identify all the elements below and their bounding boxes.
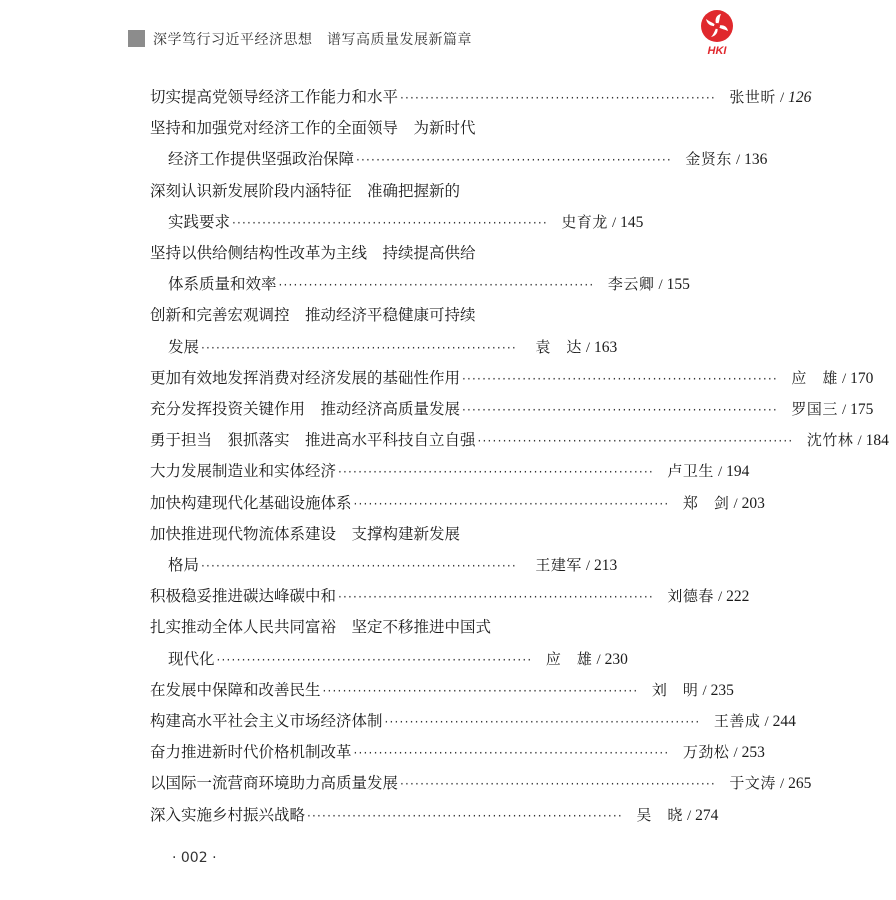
separator: / xyxy=(735,152,741,169)
toc-entry xyxy=(150,677,734,703)
toc-entry xyxy=(168,271,690,297)
leader-dots: ······························································· xyxy=(384,715,701,729)
toc-entry-page: 235 xyxy=(710,681,734,699)
toc-entry-author: 应 雄 xyxy=(791,368,838,387)
toc-entry-title-line xyxy=(150,115,624,141)
separator: / xyxy=(779,776,785,793)
toc-entry-page: 155 xyxy=(666,276,690,294)
leader-dots: ······························································· xyxy=(201,340,517,355)
toc-entry-title: 充分发挥投资关键作用 推动经济高质量发展 xyxy=(150,400,461,418)
leader-dots: ······························································· xyxy=(400,777,716,792)
toc-entry-author: 万劲松 xyxy=(682,743,730,762)
toc-entry-page: 244 xyxy=(772,713,796,730)
toc-entry-author: 王善成 xyxy=(713,712,761,730)
toc-entry xyxy=(150,396,874,422)
toc-entry-title-line xyxy=(150,521,624,547)
toc-entry-page: 194 xyxy=(726,463,750,481)
toc-entry-author: 刘 明 xyxy=(651,680,699,699)
logo-text: HKI xyxy=(707,45,727,57)
leader-dots: ······························································· xyxy=(462,371,778,386)
separator: / xyxy=(717,464,723,481)
toc-entry-author: 王建军 xyxy=(535,556,582,574)
toc-entry-author: 史育龙 xyxy=(561,212,608,231)
toc-entry-title: 坚持和加强党对经济工作的全面领导 为新时代 xyxy=(150,119,476,138)
toc-entry-author: 郑 剑 xyxy=(682,493,730,512)
separator: / xyxy=(702,682,707,699)
leader-dots: ······························································· xyxy=(353,746,670,761)
separator: / xyxy=(841,402,847,418)
toc-entry-title: 创新和完善宏观调控 推动经济平稳健康可持续 xyxy=(150,306,476,325)
toc-entry-title: 切实提高党领导经济工作能力和水平 xyxy=(150,88,399,106)
toc-entry-page: 230 xyxy=(604,650,628,668)
toc-entry-page: 145 xyxy=(620,213,644,231)
toc-entry-author: 沈竹林 xyxy=(806,431,854,450)
toc-entry xyxy=(168,146,768,172)
toc-entry-page: 136 xyxy=(744,151,768,169)
toc-entry-title: 在发展中保障和改善民生 xyxy=(150,680,321,699)
separator: / xyxy=(585,339,590,356)
toc-entry-author: 刘德春 xyxy=(667,587,714,606)
toc-entry xyxy=(150,427,889,453)
toc-entry-title: 实践要求 xyxy=(168,212,231,231)
toc-entry xyxy=(150,490,765,516)
toc-entry-title: 体系质量和效率 xyxy=(168,275,277,294)
toc-entry-page: 163 xyxy=(594,338,618,356)
toc-entry-title: 扎实推动全体人民共同富裕 坚定不移推进中国式 xyxy=(150,618,492,637)
toc-entry-title: 坚持以供给侧结构性改革为主线 持续提高供给 xyxy=(150,244,476,262)
leader-dots: ······························································· xyxy=(278,278,595,293)
toc-entry-title: 积极稳妥推进碳达峰碳中和 xyxy=(150,587,337,606)
toc-entry-title-line xyxy=(150,614,624,640)
toc-entry xyxy=(168,646,628,672)
toc-entry xyxy=(150,802,719,828)
toc-entry xyxy=(150,84,812,110)
toc-entry-author: 金贤东 xyxy=(685,150,732,169)
toc-entry xyxy=(150,365,874,391)
toc-entry-title: 现代化 xyxy=(168,649,215,668)
leader-dots: ······························································· xyxy=(338,590,654,605)
toc-entry xyxy=(168,334,624,360)
toc-entry-title: 格局 xyxy=(168,556,200,574)
toc-entry-title: 构建高水平社会主义市场经济体制 xyxy=(150,712,383,730)
toc-entry-title: 勇于担当 狠抓落实 推进高水平科技自立自强 xyxy=(150,431,476,450)
toc-entry-title: 加快推进现代物流体系建设 支撑构建新发展 xyxy=(150,524,461,543)
toc-entry-page: 203 xyxy=(741,494,765,512)
leader-dots: ······························································· xyxy=(232,215,548,230)
leader-dots: ······························································· xyxy=(477,434,794,449)
toc-entry-page: 126 xyxy=(788,89,812,106)
separator: / xyxy=(764,714,769,730)
separator: / xyxy=(733,745,738,762)
leader-dots: ······························································· xyxy=(338,465,654,480)
toc-entry-title: 经济工作提供坚强政治保障 xyxy=(168,150,355,169)
separator: / xyxy=(585,558,590,574)
toc-entry-title: 奋力推进新时代价格机制改革 xyxy=(150,743,352,762)
leader-dots: ······························································· xyxy=(216,652,533,667)
toc-entry-title-line xyxy=(150,302,624,328)
toc-entry-author: 卢卫生 xyxy=(667,462,714,481)
toc-entry xyxy=(168,209,644,235)
toc-entry-author: 罗国三 xyxy=(791,400,838,418)
toc-entry-author: 袁 达 xyxy=(535,337,582,356)
toc-entry-author: 于文涛 xyxy=(729,774,776,793)
toc-entry-title-line xyxy=(150,178,624,204)
toc-entry xyxy=(150,708,796,734)
toc-entry-title: 深刻认识新发展阶段内涵特征 准确把握新的 xyxy=(150,181,461,200)
toc-entry-page: 274 xyxy=(695,806,719,824)
toc-entry-author: 李云卿 xyxy=(607,275,655,294)
separator: / xyxy=(733,495,738,512)
separator: / xyxy=(658,277,663,294)
toc-entry-page: 222 xyxy=(726,588,750,606)
leader-dots: ······························································· xyxy=(307,808,623,823)
toc-entry-page: 175 xyxy=(850,401,874,418)
leader-dots: ······························································· xyxy=(462,403,778,417)
separator: / xyxy=(611,214,617,231)
leader-dots: ······························································· xyxy=(400,91,716,105)
toc-entry xyxy=(150,458,750,484)
leader-dots: ······························································· xyxy=(356,153,672,168)
leader-dots: ······························································· xyxy=(201,559,517,573)
toc-entry-title: 更加有效地发挥消费对经济发展的基础性作用 xyxy=(150,368,461,387)
separator: / xyxy=(857,433,862,450)
toc-entry xyxy=(150,583,750,609)
toc-entry-page: 184 xyxy=(865,432,889,450)
toc-entry-title: 加快构建现代化基础设施体系 xyxy=(150,493,352,512)
toc-entry-title: 深入实施乡村振兴战略 xyxy=(150,805,306,824)
toc-entry-author: 张世昕 xyxy=(729,88,776,106)
leader-dots: ······························································· xyxy=(322,683,639,698)
separator: / xyxy=(686,807,692,824)
toc-entry-title: 以国际一流营商环境助力高质量发展 xyxy=(150,774,399,793)
leader-dots: ······························································· xyxy=(353,496,670,511)
toc-entry xyxy=(150,770,812,796)
toc-entry-page: 170 xyxy=(850,369,874,387)
toc-entry-author: 应 雄 xyxy=(545,649,593,668)
toc-entry-title-line xyxy=(150,240,624,266)
toc-entry-title: 大力发展制造业和实体经济 xyxy=(150,462,337,481)
toc-entry-title: 发展 xyxy=(168,337,200,356)
toc-entry-page: 265 xyxy=(788,775,812,793)
separator: / xyxy=(717,589,723,606)
toc-entry-page: 213 xyxy=(594,557,618,574)
toc-entry xyxy=(168,552,624,578)
toc-entry-page: 253 xyxy=(741,744,765,762)
toc-entry xyxy=(150,739,765,765)
separator: / xyxy=(841,370,847,387)
page-number: · 002 · xyxy=(172,850,217,866)
separator: / xyxy=(596,651,601,668)
toc-entry-author: 吴 晓 xyxy=(636,805,683,824)
header-title: 深学笃行习近平经济思想 谱写高质量发展新篇章 xyxy=(153,32,472,48)
separator: / xyxy=(779,90,785,106)
